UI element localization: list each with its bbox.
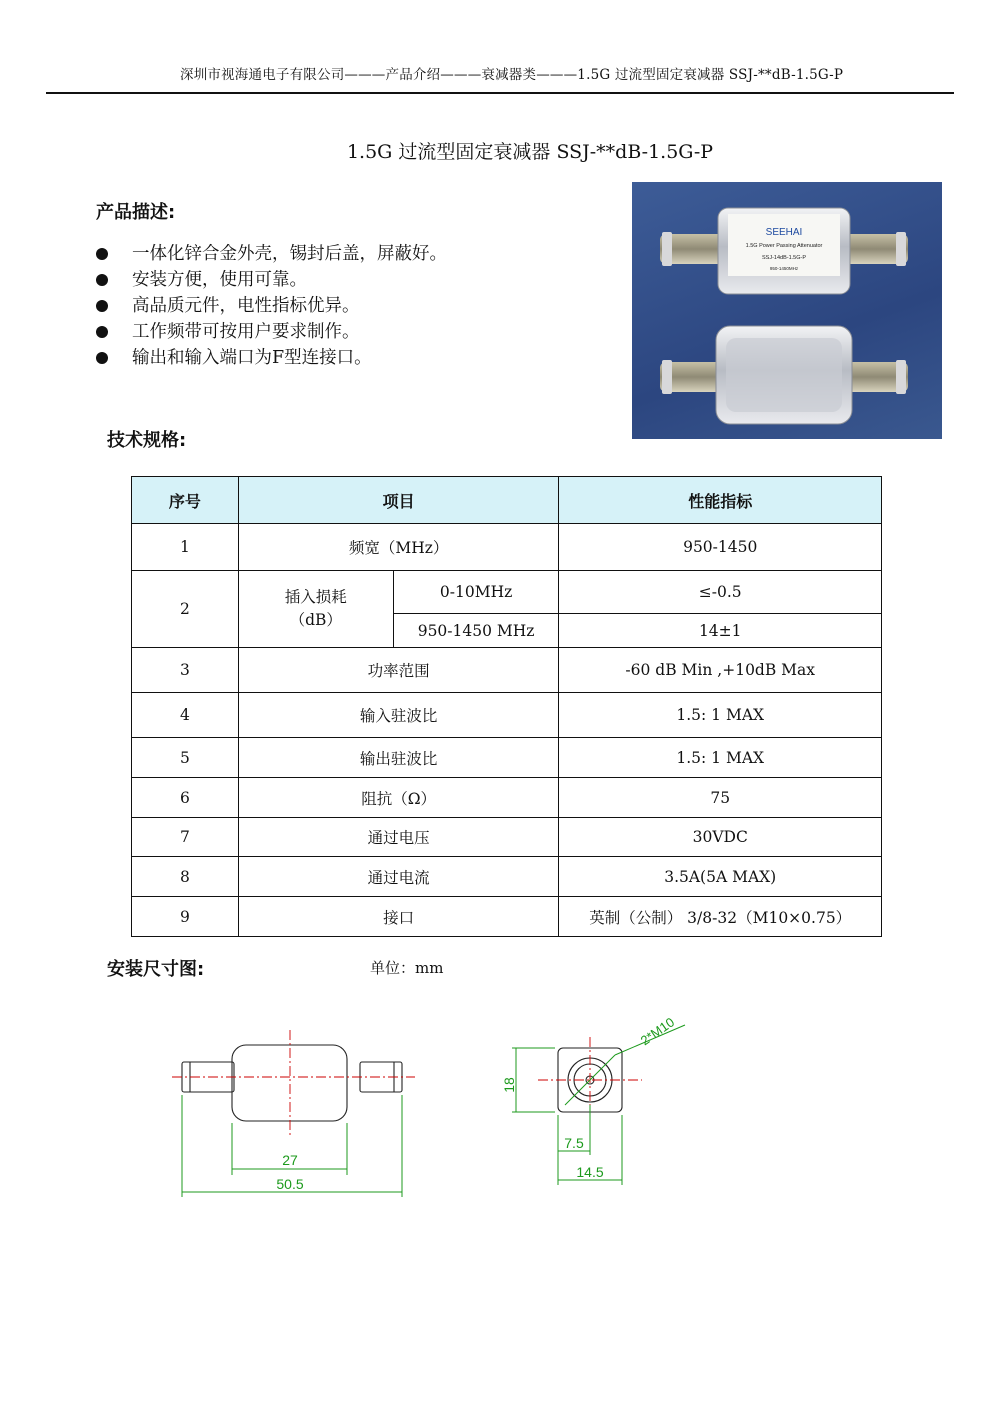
install-heading: 安装尺寸图: <box>107 959 205 980</box>
header-rule <box>46 92 954 94</box>
dim-width: 14.5 <box>576 1164 604 1180</box>
dim-total-length: 50.5 <box>276 1176 304 1192</box>
unit-label: 单位：mm <box>370 959 444 977</box>
page-header: 深圳市视海通电子有限公司———产品介绍———衰减器类———1.5G 过流型固定衰减器 SSJ-**dB-1.5G-P <box>180 67 844 83</box>
product-title: 1.5G 过流型固定衰减器 SSJ-**dB-1.5G-P <box>346 141 714 163</box>
table-row: 7 通过电压 30VDC <box>132 818 882 857</box>
dim-thread: 2*M10 <box>637 1014 678 1049</box>
table-row: 8 通过电流 3.5A(5A MAX) <box>132 857 882 897</box>
feature-item: 一体化锌合金外壳，锡封后盖，屏蔽好。 <box>96 241 447 267</box>
feature-item: 工作频带可按用户要求制作。 <box>96 319 447 345</box>
photo-line2: SSJ-14dB-1.5G-P <box>761 255 807 261</box>
table-row: 950-1450 MHz 14±1 <box>132 614 882 648</box>
feature-item: 输出和输入端口为F型连接口。 <box>96 345 447 371</box>
table-row: 4 输入驻波比 1.5: 1 MAX <box>132 693 882 738</box>
table-row: 5 输出驻波比 1.5: 1 MAX <box>132 738 882 778</box>
table-header-row <box>132 477 882 524</box>
dimension-drawing <box>160 1005 720 1215</box>
bullet-icon <box>96 300 108 312</box>
table-row: 2 插入损耗（dB） 0-10MHz ≤-0.5 <box>132 571 882 614</box>
bullet-icon <box>96 248 108 260</box>
bullet-icon <box>96 326 108 338</box>
photo-line3: 950-1450MHz <box>769 266 799 271</box>
table-row: 1 频宽（MHz） 950-1450 <box>132 524 882 571</box>
description-heading: 产品描述: <box>96 202 176 223</box>
table-row: 6 阻抗（Ω） 75 <box>132 778 882 818</box>
feature-list <box>96 241 447 371</box>
column-header: 序号 <box>132 477 239 524</box>
photo-brand: SEEHAI <box>765 227 803 238</box>
table-row: 3 功率范围 -60 dB Min ,+10dB Max <box>132 648 882 693</box>
feature-item: 安装方便，使用可靠。 <box>96 267 447 293</box>
dim-offset: 7.5 <box>564 1135 584 1151</box>
feature-item: 高品质元件，电性指标优异。 <box>96 293 447 319</box>
spec-table <box>131 476 882 937</box>
product-photo <box>632 182 942 439</box>
column-header: 性能指标 <box>559 477 882 524</box>
bullet-icon <box>96 274 108 286</box>
bullet-icon <box>96 352 108 364</box>
photo-line1: 1.5G Power Passing Attenuator <box>745 243 823 249</box>
specs-heading: 技术规格: <box>107 430 187 451</box>
dim-height: 18 <box>501 1077 517 1093</box>
dim-body-length: 27 <box>282 1152 298 1168</box>
table-row: 9 接口 英制（公制） 3/8-32（M10×0.75） <box>132 897 882 937</box>
column-header: 项目 <box>238 477 559 524</box>
